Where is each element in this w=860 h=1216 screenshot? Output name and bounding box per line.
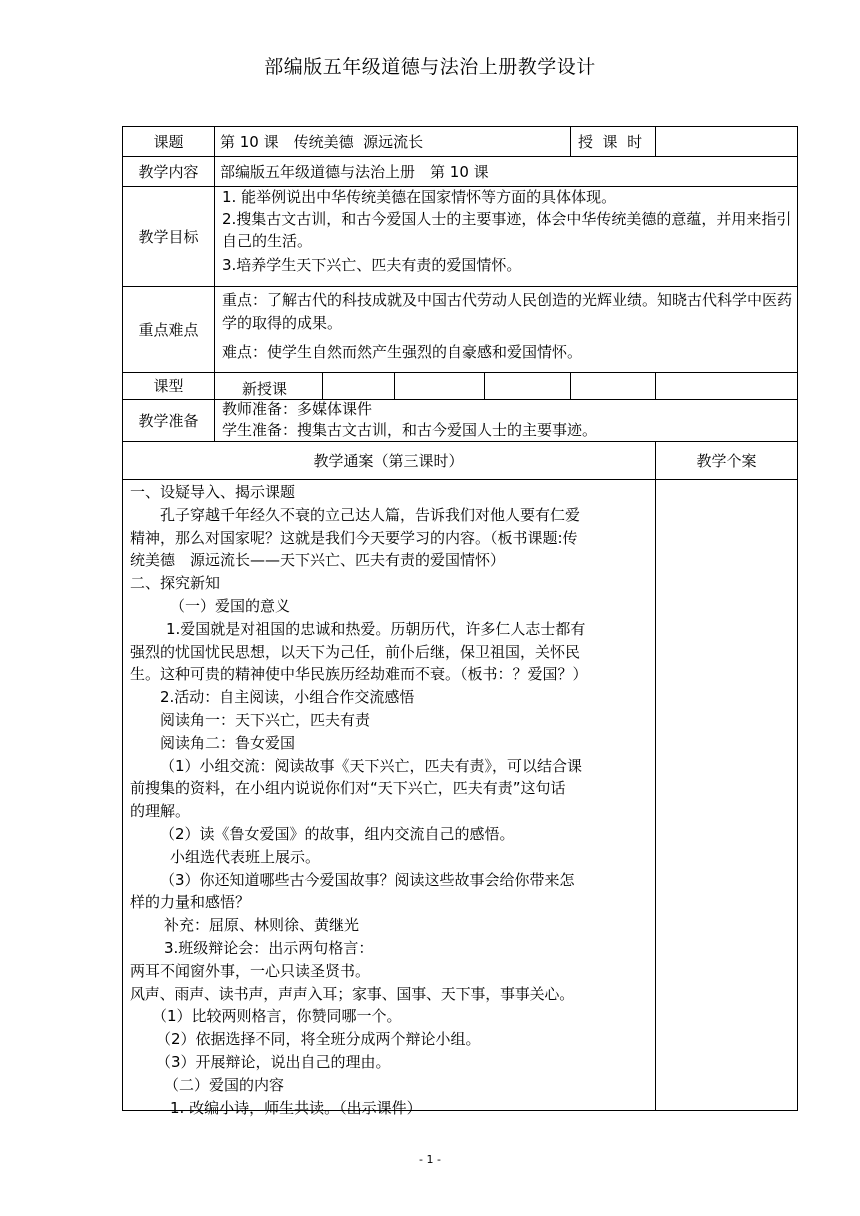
type-label: 课型 <box>153 377 184 395</box>
plan-line: 3.班级辩论会：出示两句格言： <box>164 938 374 957</box>
topic-label: 课题 <box>153 132 184 151</box>
plan-line: 1.爱国就是对祖国的忠诚和热爱。历朝历代，许多仁人志士都有 <box>166 619 586 638</box>
plan-line: 补充：屈原、林则徐、黄继光 <box>164 916 360 935</box>
goal-item: 3.培养学生天下兴亡、匹夫有责的爱国情怀。 <box>222 256 522 274</box>
plan-line: 强烈的忧国忧民思想，以天下为己任，前仆后继，保卫祖国，关怀民 <box>130 642 581 661</box>
topic-value: 第 10 课 传统美德 源远流长 <box>220 132 424 151</box>
plan-content <box>130 481 652 1119</box>
plan-line: 生。这种可贵的精神使中华民族历经劫难而不衰。（板书：？爱国？） <box>130 665 588 684</box>
hours-label: 授 课 时 <box>578 132 643 151</box>
goal-item: 2.搜集古文古训，和古今爱国人士的主要事迹，体会中华传统美德的意蕴，并用来指引自己的生活。 <box>222 210 792 250</box>
content-value: 部编版五年级道德与法治上册 第 10 课 <box>220 162 489 181</box>
plan-individual-cell <box>655 479 798 1111</box>
plan-line: 精神，那么对国家呢？这就是我们今天要学习的内容。（板书课题:传 <box>130 528 578 547</box>
plan-line: （1）小组交流：阅读故事《天下兴亡，匹夫有责》，可以结合课 <box>160 756 583 775</box>
plan-line: 风声、雨声、读书声，声声入耳；家事、国事、天下事，事事关心。 <box>130 984 575 1003</box>
plan-line: （3）开展辩论，说出自己的理由。 <box>156 1052 391 1071</box>
plan-header-right: 教学个案 <box>696 451 757 470</box>
key-points-label: 重点难点 <box>138 320 199 339</box>
plan-line: 小组选代表班上展示。 <box>170 847 321 866</box>
teacher-prep: 教师准备：多媒体课件 <box>222 400 373 418</box>
student-prep: 学生准备：搜集古文古训，和古今爱国人士的主要事迹。 <box>222 421 598 439</box>
type-empty-cell <box>570 372 656 400</box>
plan-line: 前搜集的资料，在小组内说说你们对“天下兴亡，匹夫有责”这句话 <box>130 779 566 798</box>
type-empty-cell <box>394 372 485 400</box>
type-empty-cell <box>322 372 395 400</box>
plan-line: 阅读角二：鲁女爱国 <box>160 733 296 752</box>
content-label: 教学内容 <box>138 162 199 181</box>
plan-line: 两耳不闻窗外事，一心只读圣贤书。 <box>130 961 371 980</box>
plan-header-left: 教学通案（第三课时） <box>313 451 464 470</box>
plan-line: 一、设疑导入、揭示课题 <box>130 483 296 501</box>
plan-line: 样的力量和感悟？ <box>130 893 251 912</box>
type-value: 新授课 <box>242 380 288 398</box>
plan-line: 统美德 源远流长——天下兴亡、匹夫有责的爱国情怀） <box>130 551 506 570</box>
document-title: 部编版五年级道德与法治上册教学设计 <box>264 56 596 78</box>
plan-line: （2）读《鲁女爱国》的故事，组内交流自己的感悟。 <box>160 824 515 843</box>
plan-line: （2）依据选择不同，将全班分成两个辩论小组。 <box>156 1030 481 1049</box>
prep-label: 教学准备 <box>138 411 199 430</box>
plan-line: 阅读角一：天下兴亡，匹夫有责 <box>160 710 371 729</box>
goals-label: 教学目标 <box>138 227 199 246</box>
difficult-point: 难点：使学生自然而然产生强烈的自豪感和爱国情怀。 <box>222 343 583 361</box>
key-point: 重点：了解古代的科技成就及中国古代劳动人民创造的光辉业绩。知晓古代科学中医药学的取得的成果。 <box>222 291 793 332</box>
plan-line: 2.活动：自主阅读，小组合作交流感悟 <box>160 688 415 707</box>
plan-line: （一）爱国的意义 <box>170 596 291 615</box>
plan-line: （二）爱国的内容 <box>164 1075 285 1094</box>
plan-line: （1）比较两则格言，你赞同哪一个。 <box>152 1007 402 1026</box>
plan-line: 的理解。 <box>130 802 191 821</box>
plan-line: 二、探究新知 <box>130 574 221 593</box>
page-number: - 1 - <box>419 1153 441 1166</box>
goal-item: 1. 能举例说出中华传统美德在国家情怀等方面的具体体现。 <box>222 188 617 206</box>
plan-line: 孔子穿越千年经久不衰的立己达人篇，告诉我们对他人要有仁爱 <box>160 505 581 524</box>
plan-line: 1. 改编小诗，师生共读。（出示课件） <box>170 1098 422 1117</box>
plan-line: （3）你还知道哪些古今爱国故事？阅读这些故事会给你带来怎 <box>160 870 575 889</box>
